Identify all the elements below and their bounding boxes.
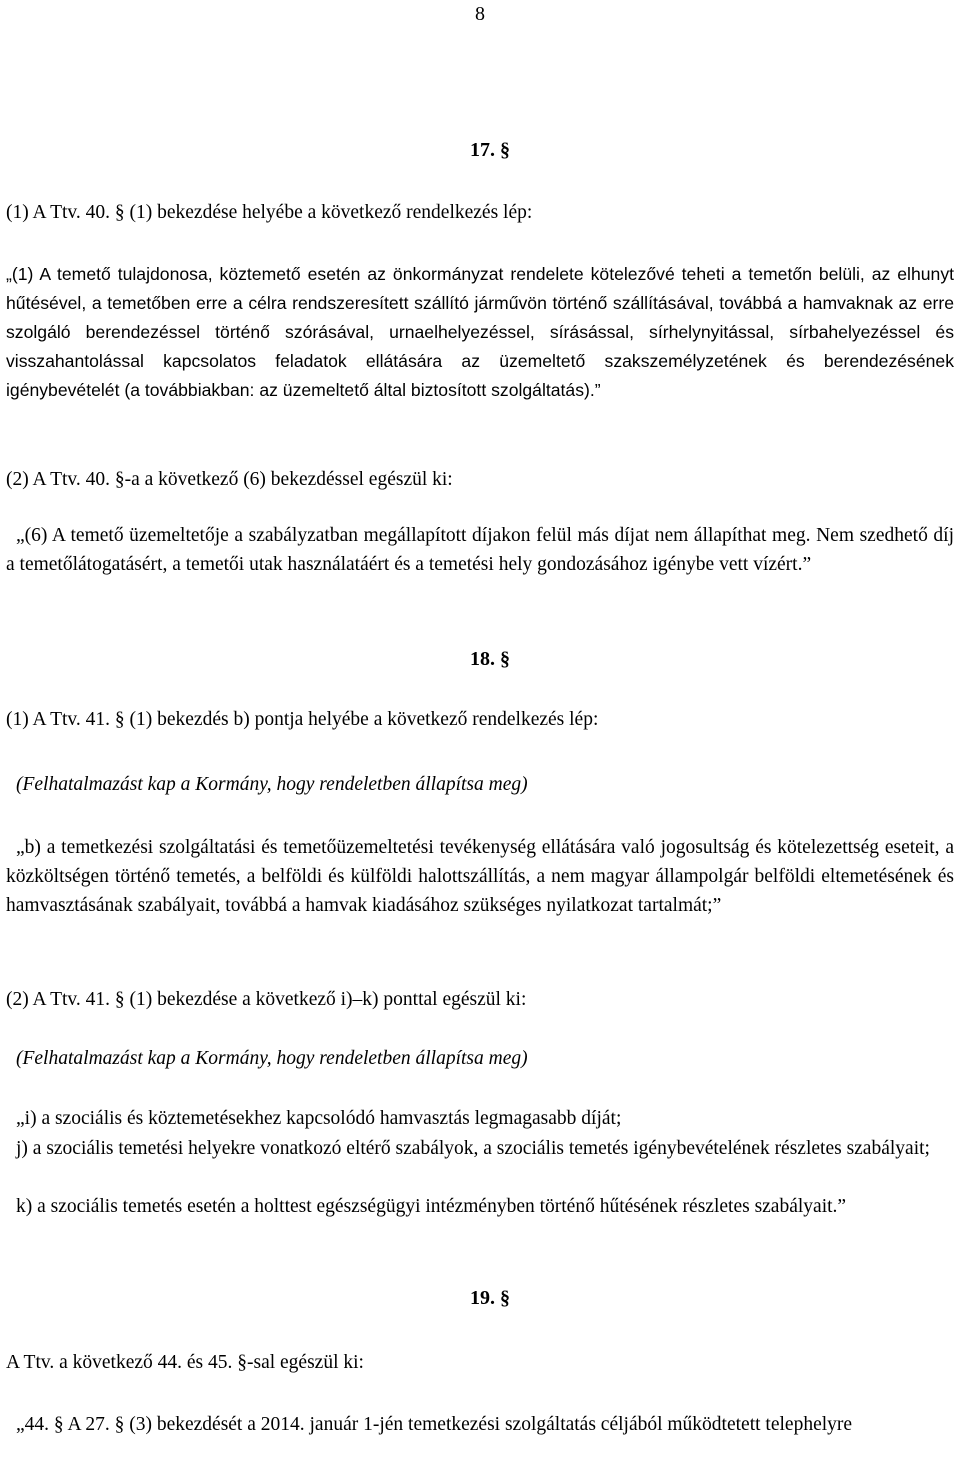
quote-17-2: „(6) A temető üzemeltetője a szabályzatban megállapított díjakon felül más díjat nem állapíthat meg. Nem szedhető díj a temetőlátogatásért, a temetői utak használatáért és a temetési hely gondozásához igénybe vett vízért.” xyxy=(6,525,954,575)
quote-18-k: k) a szociális temetés esetén a holttest egészségügyi intézményben történő hűtésének részletes szabályait.” xyxy=(16,1196,847,1217)
section-title-17: 17. § xyxy=(470,139,510,161)
page-number: 8 xyxy=(475,3,485,25)
quote-19-1: „44. § A 27. § (3) bekezdését a 2014. január 1-jén temetkezési szolgáltatás céljából működtetett telephelyre xyxy=(16,1414,853,1435)
paragraph-17-2: (2) A Ttv. 40. §-a a következő (6) bekezdéssel egészül ki: xyxy=(6,469,453,490)
section-title-19: 19. § xyxy=(470,1287,510,1309)
quote-18-i: „i) a szociális és köztemetésekhez kapcsolódó hamvasztás legmagasabb díját; xyxy=(16,1108,622,1129)
italic-note-18-2: (Felhatalmazást kap a Kormány, hogy rendeletben állapítsa meg) xyxy=(16,1048,528,1069)
quote-18-j: j) a szociális temetési helyekre vonatkozó eltérő szabályok, a szociális temetés igénybevételének részletes szabályait; xyxy=(16,1138,930,1159)
quote-18-1: „b) a temetkezési szolgáltatási és temetőüzemeltetési tevékenység ellátására való jogosultság és kötelezettség eseteit, a közköltségen történő temetés, a belföldi és külföldi halottszállítás, a nem magyar állampolgár belföldi eltemetésének és hamvasztásának szabályait, továbbá a hamvak kiadásához szükséges nyilatkozat tartalmát;” xyxy=(6,837,954,916)
italic-note-18-1: (Felhatalmazást kap a Kormány, hogy rendeletben állapítsa meg) xyxy=(16,774,528,795)
quote-17-1: „(1) A temető tulajdonosa, köztemető esetén az önkormányzat rendelete kötelezővé teheti a temetőn belüli, az elhunyt hűtésével, a temetőben erre a célra rendszeresített szállító járművön történő szállításával, továbbá a hamvaknak az erre szolgáló berendezéssel történő szórásával, urnaelhelyezéssel, sírásással, sírhelynyitással, sírbahelyezéssel és visszahantolással kapcsolatos feladatok ellátására az üzemeltető szakszemélyzetének és berendezésének igénybevételét (a továbbiakban: az üzemeltető által biztosított szolgáltatás).” xyxy=(6,264,954,400)
paragraph-19-1: A Ttv. a következő 44. és 45. §-sal egészül ki: xyxy=(6,1352,364,1373)
paragraph-17-1: (1) A Ttv. 40. § (1) bekezdése helyébe a következő rendelkezés lép: xyxy=(6,202,533,223)
paragraph-18-2: (2) A Ttv. 41. § (1) bekezdése a következő i)–k) ponttal egészül ki: xyxy=(6,989,527,1010)
paragraph-18-1: (1) A Ttv. 41. § (1) bekezdés b) pontja helyébe a következő rendelkezés lép: xyxy=(6,709,599,730)
section-title-18: 18. § xyxy=(470,648,510,670)
